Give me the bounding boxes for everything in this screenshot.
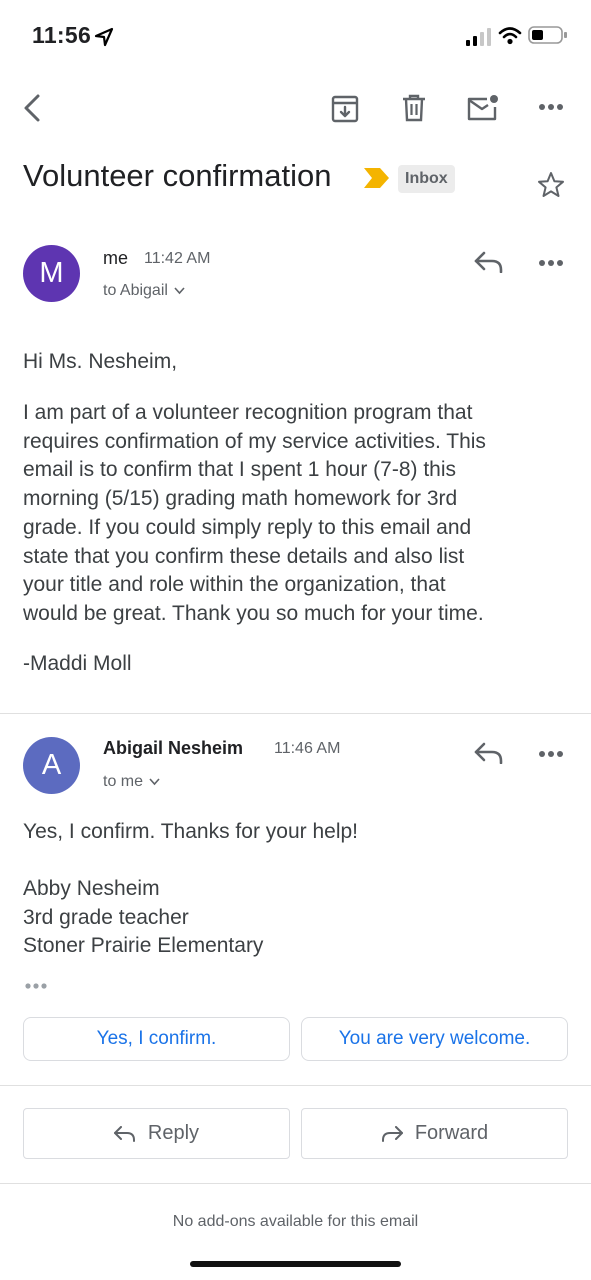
message-more-icon[interactable] [538,259,564,267]
body-line: your title and role within the organization, that [23,573,446,597]
show-trimmed-content-icon[interactable] [24,982,50,990]
back-arrow-icon[interactable] [20,93,46,123]
status-time: 11:56 [32,22,92,48]
body-line: grade. If you could simply reply to this email and [23,515,472,539]
star-icon[interactable] [537,171,565,199]
message-greeting: Hi Ms. Nesheim, [23,350,178,373]
wifi-icon [498,25,522,45]
recipient-line: to me [103,773,144,790]
body-line: state that you confirm these details and also list [23,544,465,568]
reply-button[interactable] [23,1108,290,1159]
chevron-down-icon [149,778,160,786]
inbox-label-chip[interactable]: Inbox [398,165,455,193]
location-arrow-icon [94,27,114,47]
message-time: 11:46 AM [274,740,341,757]
battery-icon [528,25,568,45]
recipient-details-toggle[interactable] [103,773,160,791]
sender-name: Abigail Nesheim [103,738,244,758]
cellular-signal-icon [466,28,492,46]
forward-label: Forward [414,1122,489,1144]
email-subject: Volunteer confirmation [23,158,332,193]
addons-note: No add-ons available for this email [172,1213,419,1230]
mark-unread-icon[interactable] [467,94,499,122]
reply-label: Reply [147,1122,200,1144]
avatar-letter: M [39,257,64,289]
reply-icon[interactable] [474,251,504,273]
message-more-icon[interactable] [538,750,564,758]
avatar[interactable] [23,245,80,302]
avatar-letter: A [41,749,62,781]
reply-icon [114,1126,136,1142]
message-signature: -Maddi Moll [23,652,132,675]
body-line: requires confirmation of my service activities. This [23,429,486,453]
forward-icon [381,1126,403,1142]
archive-icon[interactable] [331,95,359,123]
smart-reply-button[interactable]: You are very welcome. [301,1017,568,1061]
chevron-down-icon [174,287,185,295]
reply-icon[interactable] [474,742,504,764]
recipient-line: to Abigail [103,282,168,299]
body-line: would be great. Thank you so much for your time. [23,601,484,625]
more-options-icon[interactable] [538,103,564,111]
message-divider [0,713,591,714]
message-time: 11:42 AM [144,250,211,267]
section-divider [0,1085,591,1086]
message-body: Yes, I confirm. Thanks for your help! [23,820,358,843]
smart-reply-button[interactable]: Yes, I confirm. [23,1017,290,1061]
message-signature [23,875,263,961]
signature-line: Abby Nesheim [23,877,160,900]
recipient-details-toggle[interactable] [103,282,185,300]
important-marker-icon[interactable] [363,167,390,189]
avatar[interactable] [23,737,80,794]
signature-line: Stoner Prairie Elementary [23,934,264,958]
delete-trash-icon[interactable] [402,94,426,122]
body-line: morning (5/15) grading math homework for 3rd [23,487,458,511]
signature-line: 3rd grade teacher [23,905,189,929]
home-indicator[interactable] [190,1261,401,1267]
body-line: I am part of a volunteer recognition program that [23,401,473,424]
footer-divider [0,1183,591,1184]
sender-name: me [103,248,129,268]
body-line: email is to confirm that I spent 1 hour (7-8) this [23,458,457,482]
message-body [23,399,583,629]
forward-button[interactable] [301,1108,568,1159]
